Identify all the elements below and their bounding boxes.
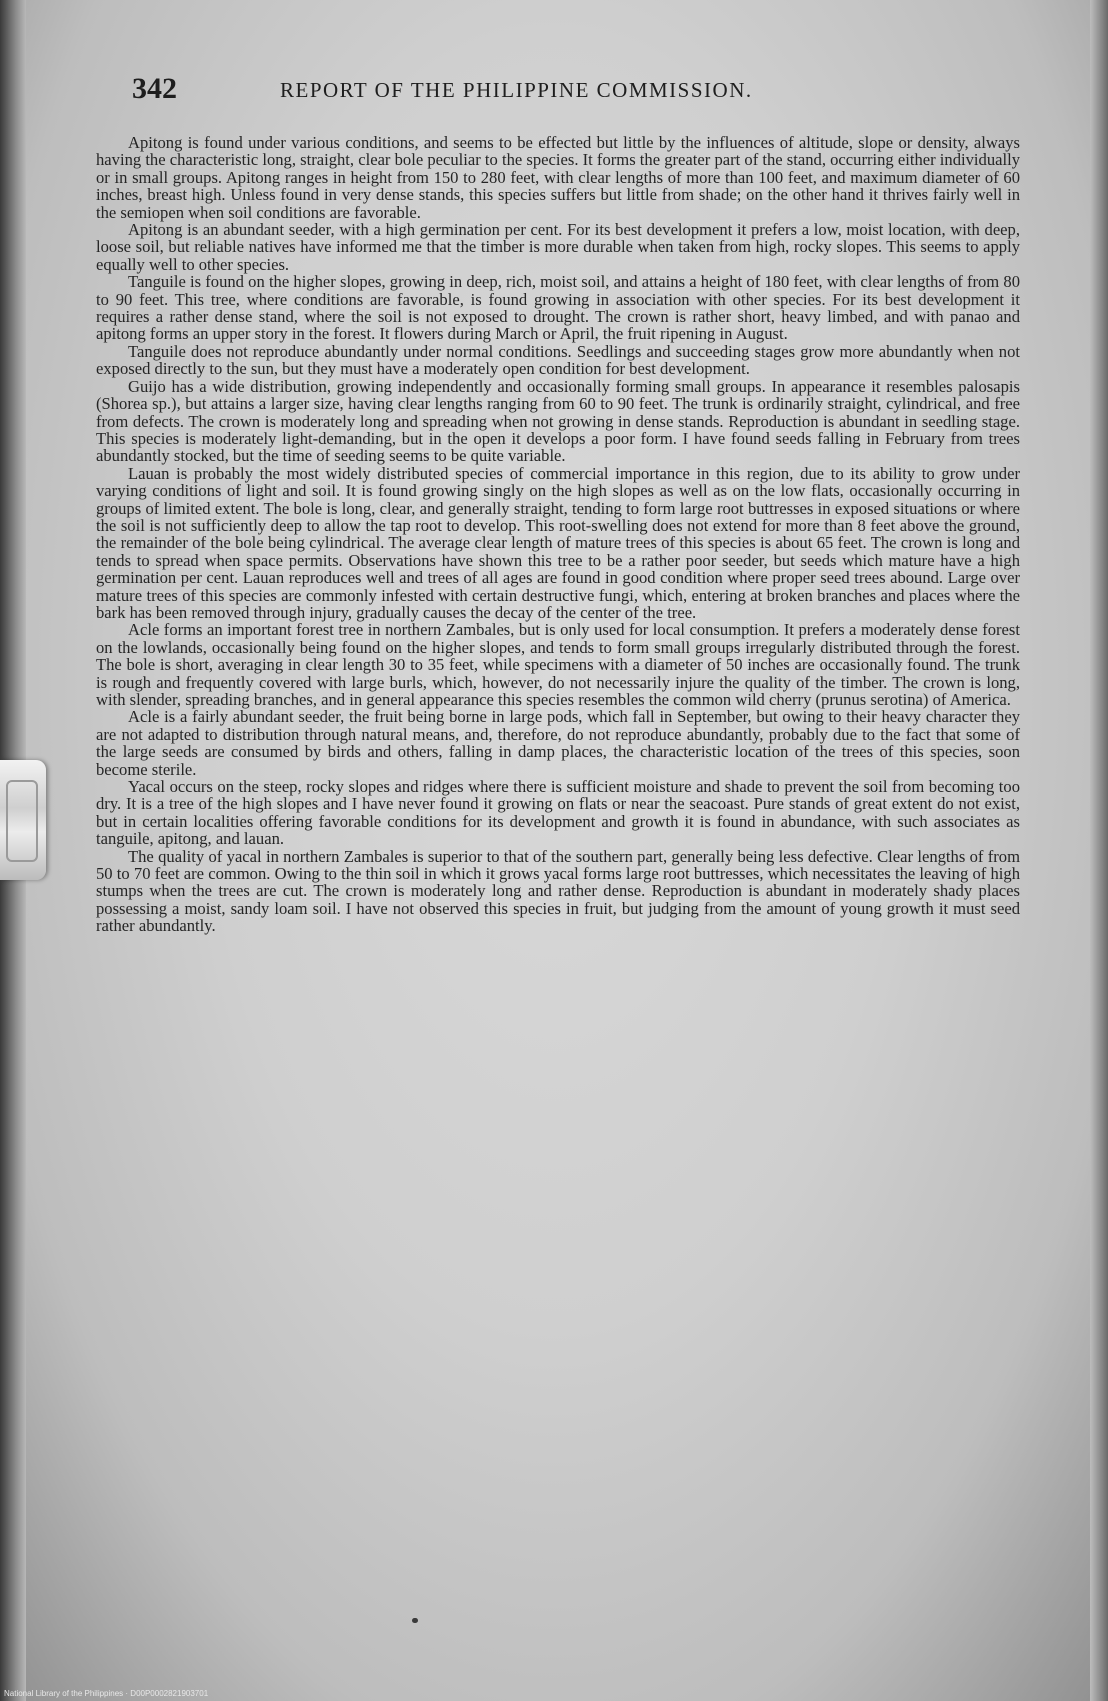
paragraph: Tanguile does not reproduce abundantly under normal conditions. Seedlings and succeeding stages grow more abundantly when not exposed directly to the sun, but they must have a moderately open condition for best development. (96, 341, 1020, 379)
page-right-edge (1090, 0, 1108, 1701)
paragraph: Tanguile is found on the higher slopes, growing in deep, rich, moist soil, and attains a height of 180 feet, with clear lengths of from 80 to 90 feet. This tree, where conditions are favorable, is found growing in association with other species. For its best development it requires a rather dense stand, where the soil is not exposed to drought. The crown is rather short, heavy limbed, and with panao and apitong forms an upper story in the forest. It flowers during March or April, the fruit ripening in August. (96, 272, 1020, 344)
paragraph: Apitong is found under various conditions, and seems to be effected but little by the influences of altitude, slope or density, always having the characteristic long, straight, clear bole peculiar to the species. It forms the greater part of the stand, occurring either individually or in small groups. Apitong ranges in height from 150 to 280 feet, with clear lengths of more than 100 feet, and maximum diameter of 60 inches, breast high. Unless found in very dense stands, this species suffers but little from shade; on the other hand it thrives fairly well in the semiopen when soil conditions are favorable. (96, 133, 1020, 222)
paragraph: Apitong is an abundant seeder, with a high germination per cent. For its best development it prefers a low, moist location, with deep, loose soil, but reliable natives have informed me that the timber is more durable when taken from high, rocky slopes. This seems to apply equally well to other species. (96, 220, 1020, 274)
body-text (96, 134, 1020, 935)
paragraph: Lauan is probably the most widely distributed species of commercial importance in this region, due to its ability to grow under varying conditions of light and soil. It is found growing singly on the high slopes as well as on the low flats, occasionally occurring in groups of limited extent. The bole is long, clear, and generally straight, tending to form large root buttresses in exposed situations or where the soil is not sufficiently deep to allow the tap root to develop. This root-swelling does not extend for more than 8 feet above the ground, the remainder of the bole being cylindrical. The average clear length of mature trees of this species is about 65 feet. The crown is long and tends to spread when space permits. Observations have shown this tree to be a rather poor seeder, but seeds which mature have a high germination per cent. Lauan reproduces well and trees of all ages are found in good condition where proper seed trees abound. Large over mature trees of this species are commonly infested with certain destructive fungi, which, entering at broken branches and places where the bark has been removed through injury, gradually causes the decay of the center of the tree. (96, 463, 1020, 622)
paragraph: Acle is a fairly abundant seeder, the fruit being borne in large pods, which fall in September, but owing to their heavy character they are not adapted to distribution through natural means, and, therefore, do not reproduce abundantly, probably due to the fact that some of the large seeds are consumed by birds and others, falling in damp places, the characteristic location of the trees of this species, soon become sterile. (96, 707, 1020, 779)
running-head: REPORT OF THE PHILIPPINE COMMISSION. (280, 78, 753, 102)
paragraph: Acle forms an important forest tree in northern Zambales, but is only used for local consumption. It prefers a moderately dense forest on the lowlands, occasionally being found on the higher slopes, and tends to form small groups irregularly distributed through the forest. The bole is short, averaging in clear length 30 to 35 feet, while specimens with a diameter of 50 inches are occasionally found. The trunk is rough and frequently covered with large burls, which, however, do not necessarily injure the quality of the timber. The crown is long, with slender, spreading branches, and in general appearance this species resembles the common wild cherry (prunus serotina) of America. (96, 620, 1020, 709)
footer-dot (412, 1618, 418, 1623)
page-number: 342 (132, 72, 177, 105)
page-header (132, 72, 1012, 112)
paragraph: The quality of yacal in northern Zambales is superior to that of the southern part, generally being less defective. Clear lengths of from 50 to 70 feet are common. Owing to the thin soil in which it grows yacal forms large root buttresses, which necessitates the leaving of high stumps when the trees are cut. The crown is moderately long and rather dense. Reproduction is abundant in moderately shady places possessing a moist, sandy loam soil. I have not observed this species in fruit, but judging from the amount of young growth it must seed rather abundantly. (96, 846, 1020, 936)
binder-clip (0, 760, 46, 880)
scan-watermark: National Library of the Philippines · D00P0002821903701 (4, 1689, 209, 1698)
paragraph: Yacal occurs on the steep, rocky slopes and ridges where there is sufficient moisture and shade to prevent the soil from becoming too dry. It is a tree of the high slopes and I have never found it growing on flats or near the seacoast. Pure stands of great extent do not exist, but in certain localities offering favorable conditions for its development and growth it is found in abundance, with such associates as tanguile, apitong, and lauan. (96, 777, 1020, 849)
binder-clip-detail (6, 780, 38, 862)
paragraph: Guijo has a wide distribution, growing independently and occasionally forming small groups. In appearance it resembles palosapis (Shorea sp.), but attains a larger size, having clear lengths ranging from 60 to 90 feet. The trunk is ordinarily straight, cylindrical, and free from defects. The crown is moderately long and spreading when not growing in dense stands. Reproduction is abundant in seedling stage. This species is moderately light-demanding, but in the open it develops a poor form. I have found seeds falling in February from trees abundantly stocked, but the time of seeding seems to be quite variable. (96, 376, 1020, 466)
